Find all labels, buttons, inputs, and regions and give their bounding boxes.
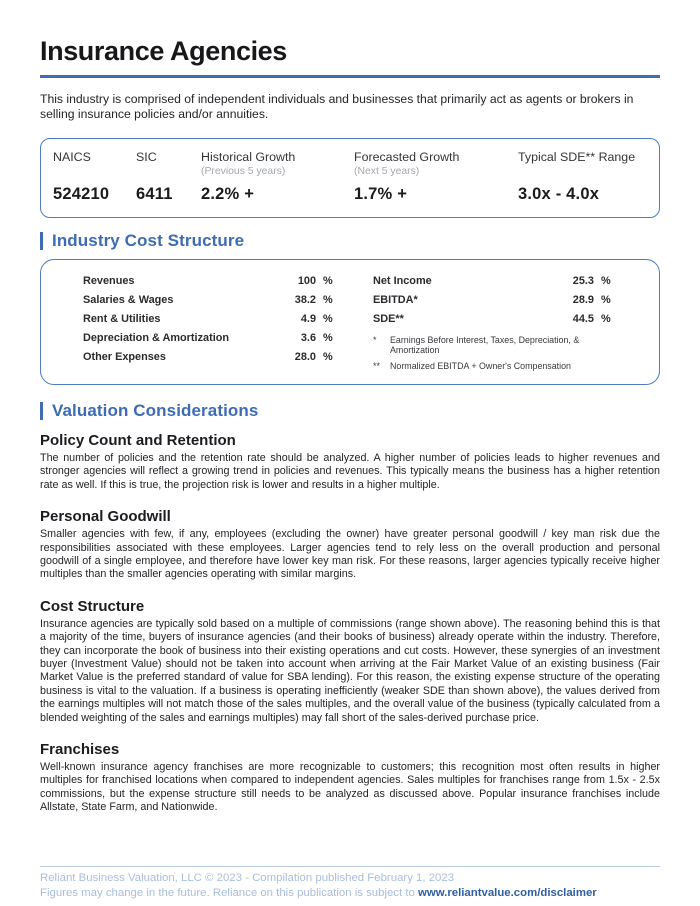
- subsection-body: Well-known insurance agency franchises are more recognizable to customers; this recognition most often results in higher multiples for franchised locations when compared to independent agencies. Sales multiples for franchises range from 1.5x - 2.5x commissions, but the expense structure still needs to be analyzed as discussed above. Popular insurance franchises include Allstate, State Farm, and Nationwide.: [40, 761, 660, 814]
- subsection-title: Cost Structure: [40, 597, 145, 615]
- subsection-title: Franchises: [40, 741, 120, 759]
- footer-disclaimer-text: Figures may change in the future. Reliance on this publication is subject to: [40, 886, 418, 899]
- forecasted-growth-value: 1.7% +: [354, 185, 408, 203]
- table-row: [83, 329, 337, 348]
- footnote-marker: *: [373, 334, 377, 345]
- cost-row-value: 44.5: [572, 312, 594, 325]
- table-row: [373, 290, 615, 309]
- summary-col-label: Historical Growth: [201, 150, 296, 164]
- footer-copyright: Reliant Business Valuation, LLC © 2023 - Compilation published February 1, 2023: [40, 872, 455, 884]
- footnote-text: Normalized EBITDA + Owner's Compensation: [390, 361, 571, 372]
- footer-disclaimer: [40, 886, 660, 901]
- table-row: [373, 271, 615, 290]
- historical-growth-value: 2.2% +: [201, 185, 255, 203]
- summary-col-sde-range: [518, 150, 653, 204]
- subsection-title: Policy Count and Retention: [40, 431, 236, 449]
- cost-row-label: SDE**: [373, 312, 404, 325]
- cost-row-value: 4.9: [300, 312, 316, 325]
- industry-summary-table: [40, 138, 660, 218]
- cost-row-label: EBITDA*: [373, 293, 418, 306]
- cost-row-unit: %: [601, 293, 611, 306]
- summary-col-subtext: (Next 5 years): [354, 166, 420, 177]
- section-header-cost-structure: [40, 231, 660, 251]
- summary-col-historical-growth: [201, 150, 354, 204]
- summary-col-naics: [53, 150, 136, 204]
- summary-col-subtext: [53, 165, 136, 178]
- cost-row-unit: %: [323, 293, 333, 306]
- cost-row-unit: %: [601, 312, 611, 325]
- subsection-body: Smaller agencies with few, if any, employees (excluding the owner) have greater personal goodwill / key man risk due the responsibilities associated with these employees. Larger agencies tend to rely less on the overall production and personal goodwill of a single employee, and therefore have lower key man risk. For these reasons, larger agencies typically receive higher multiples than the smaller agencies operating with similar margins.: [40, 528, 660, 581]
- table-row: [83, 290, 337, 309]
- disclaimer-link[interactable]: www.reliantvalue.com/disclaimer: [418, 886, 597, 899]
- cost-structure-table: [40, 259, 660, 385]
- section-accent-bar: [40, 402, 43, 420]
- subsection-title: Personal Goodwill: [40, 508, 171, 526]
- page-footer: [40, 866, 660, 900]
- sic-code-value: 6411: [136, 185, 173, 203]
- section-header-valuation: [40, 401, 660, 421]
- cost-row-unit: %: [323, 332, 333, 345]
- footnote-ebitda: [373, 335, 615, 357]
- cost-row-unit: %: [323, 351, 333, 364]
- table-footnotes: [373, 335, 615, 372]
- cost-row-value: 100: [297, 274, 316, 287]
- summary-col-forecasted-growth: [354, 150, 518, 204]
- sde-range-value: 3.0x - 4.0x: [518, 185, 600, 203]
- summary-col-label: NAICS: [53, 150, 91, 164]
- summary-col-subtext: (Previous 5 years): [201, 166, 286, 177]
- summary-col-subtext: [136, 165, 201, 178]
- naics-code-value: 524210: [53, 185, 110, 203]
- cost-row-value: 28.9: [572, 293, 594, 306]
- cost-row-value: 38.2: [294, 293, 316, 306]
- cost-row-label: Revenues: [83, 274, 135, 287]
- cost-row-unit: %: [601, 274, 611, 287]
- cost-row-value: 25.3: [572, 274, 594, 287]
- footnote-text: Earnings Before Interest, Taxes, Depreciation, & Amortization: [390, 334, 580, 356]
- cost-table-left-column: [41, 271, 351, 372]
- footnote-marker: **: [373, 361, 380, 372]
- subsection-policy-count: [40, 432, 660, 492]
- section-accent-bar: [40, 232, 43, 250]
- industry-description: This industry is comprised of independent individuals and businesses that primarily act as agents or brokers in selling insurance policies and/or annuities.: [40, 92, 634, 121]
- table-row: [373, 309, 615, 328]
- subsection-personal-goodwill: [40, 508, 660, 582]
- summary-col-label: Typical SDE** Range: [518, 150, 636, 164]
- cost-row-label: Depreciation & Amortization: [83, 332, 230, 345]
- table-row: [83, 309, 337, 328]
- subsection-franchises: [40, 741, 660, 815]
- table-row: [83, 271, 337, 290]
- summary-col-label: Forecasted Growth: [354, 150, 460, 164]
- cost-table-right-column: [351, 271, 659, 372]
- cost-row-label: Net Income: [373, 274, 432, 287]
- cost-row-unit: %: [323, 274, 333, 287]
- summary-col-subtext: [518, 165, 653, 178]
- footnote-sde: [373, 361, 615, 372]
- valuation-heading: Valuation Considerations: [52, 400, 259, 420]
- cost-row-value: 28.0: [294, 351, 316, 364]
- summary-col-sic: [136, 150, 201, 204]
- page-title: Insurance Agencies: [40, 36, 287, 66]
- cost-row-unit: %: [323, 312, 333, 325]
- subsection-cost-structure: [40, 598, 660, 725]
- cost-row-label: Other Expenses: [83, 351, 166, 364]
- summary-col-label: SIC: [136, 150, 157, 164]
- cost-structure-heading: Industry Cost Structure: [52, 231, 245, 250]
- subsection-body: The number of policies and the retention rate should be analyzed. A higher number of policies leads to higher revenues and stronger agencies will reflect a growing trend in policies and revenues. This typically means the business has a higher retention rate as well. If this is true, the projection risk is lower and results in a higher multiple.: [40, 451, 660, 491]
- cost-row-label: Rent & Utilities: [83, 312, 161, 325]
- title-underline-rule: [40, 75, 660, 78]
- cost-row-label: Salaries & Wages: [83, 293, 174, 306]
- subsection-body: Insurance agencies are typically sold based on a multiple of commissions (range shown above). The reasoning behind this is that a majority of the time, buyers of insurance agencies (and their books of business) already operate within the industry. Therefore, they can incorporate the book of business into their existing operations and cut costs. However, these synergies of an investment buyer (Investment Value) should not be taken into account when arriving at the Fair Market Value of an existing business (Fair Market Value is the preferred standard of value for SBA lending). For this reason, the existing expense structure of the operating business is vital to the valuation. If a business is operating inefficiently (weaker SDE than shown above), the values derived from the earnings multiples will not match those of the sales multiples, and the overall value of the business (typically calculated from a blended weighting of the sales and earnings multiples) may fall short of the sales-derived purchase price.: [40, 617, 660, 724]
- table-row: [83, 348, 337, 367]
- cost-row-value: 3.6: [300, 332, 316, 345]
